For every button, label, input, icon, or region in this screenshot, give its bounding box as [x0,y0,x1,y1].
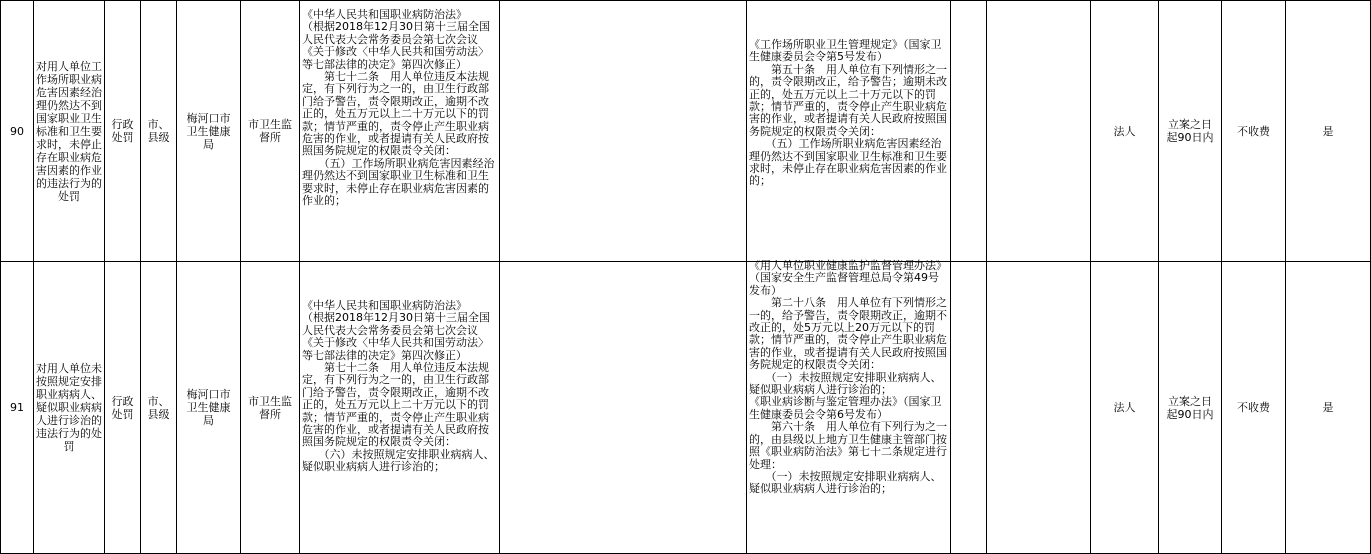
empty-cell [951,1,987,262]
item-level: 市、 县级 [141,262,177,554]
row-number: 90 [1,1,34,262]
subject: 法人 [1091,262,1159,554]
implementing-org: 市卫生监 督所 [241,262,300,554]
item-type: 行政 处罚 [105,262,141,554]
row-number: 91 [1,262,34,554]
table-row [1,1,1371,262]
implementing-org: 市卫生监 督所 [241,1,300,262]
legal-basis-rule: 《工作场所职业卫生管理规定》（国家卫生健康委员会令第5号发布） 第五十条 用人单位有下列情形之一的，责令限期改正，给予警告；逾期未改正的，处五万元以上二十万元以下的罚款；情节严重的，责令停止产生职业病危害的作业，或者提请有关人民政府按照国务院规定的权限责令关闭： （五）工作场所职业病危害因素经治理仍然达不到国家职业卫生标准和卫生要求时，未停止存在职业病危害因素的作业的； [749,38,947,188]
subject: 法人 [1091,1,1159,262]
item-level: 市、 县级 [141,1,177,262]
department: 梅河口市 卫生健康 局 [177,1,241,262]
legal-basis-rule: 《用人单位职业健康监护监督管理办法》（国家安全生产监督管理总局令第49号发布） 第二十八条 用人单位有下列情形之一的，给予警告，责令限期改正，逾期不改正的，处5万元以上20万元以下的罚款；情节严重的，责令停止产生职业病危害的作业，或者提请有关人民政府按照国务院规定的权限责令关闭： （一）未按照规定安排职业病病人、疑似职业病病人进行诊治的； 《职业病诊断与鉴定管理办法》（国家卫生健康委员会令第6号发布） 第六十条 用人单位有下列行为之一的，由县级以上地方卫生健康主管部门按照《职业病防治法》第七十二条规定进行处理： （一）未按照规定安排职业病病人、疑似职业病病人进行诊治的； [749,259,947,496]
legal-basis-law-cell [300,1,500,262]
fee: 不收费 [1222,1,1286,262]
flag: 是 [1286,262,1371,554]
department: 梅河口市 卫生健康 局 [177,262,241,554]
empty-cell [987,1,1091,262]
empty-cell [500,262,747,554]
item-name: 对用人单位工作场所职业病危害因素经治理仍然达不到国家职业卫生标准和卫生要求时，未停止存在职业病危害因素的作业的违法行为的处罚 [34,1,105,262]
item-name: 对用人单位未按照规定安排职业病病人、疑似职业病病人进行诊治的违法行为的处罚 [34,262,105,554]
empty-cell [987,262,1091,554]
flag: 是 [1286,1,1371,262]
empty-cell [500,1,747,262]
legal-basis-rule-cell [747,259,951,554]
legal-basis-law-cell [300,262,500,554]
empty-cell [951,262,987,554]
item-type: 行政 处罚 [105,1,141,262]
legal-basis-rule-cell [747,1,951,262]
table-row [1,262,1371,554]
time-limit: 立案之日 起90日内 [1159,262,1222,554]
fee: 不收费 [1222,262,1286,554]
time-limit: 立案之日 起90日内 [1159,1,1222,262]
legal-basis-law: 《中华人民共和国职业病防治法》 （根据2018年12月30日第十三届全国人民代表大会常务委员会第七次会议《关于修改〈中华人民共和国劳动法〉等七部法律的决定》第四次修正） 第七十二条 用人单位违反本法规定，有下列行为之一的，由卫生行政部门给予警告，责令限期改正，逾期不改正的，处五万元以上二十万元以下的罚款；情节严重的，责令停止产生职业病危害的作业，或者提请有关人民政府按照国务院规定的权限责令关闭： （五）工作场所职业病危害因素经治理仍然达不到国家职业卫生标准和卫生要求时，未停止存在职业病危害因素的作业的； [302,8,495,208]
legal-basis-law: 《中华人民共和国职业病防治法》 （根据2018年12月30日第十三届全国人民代表大会常务委员会第七次会议《关于修改〈中华人民共和国劳动法〉等七部法律的决定》第四次修正） 第七十二条 用人单位违反本法规定，有下列行为之一的，由卫生行政部门给予警告，责令限期改正，逾期不改正的，处五万元以上二十万元以下的罚款；情节严重的，责令停止产生职业病危害的作业，或者提请有关人民政府按照国务院规定的权限责令关闭： （六）未按照规定安排职业病病人、疑似职业病病人进行诊治的； [302,299,495,474]
